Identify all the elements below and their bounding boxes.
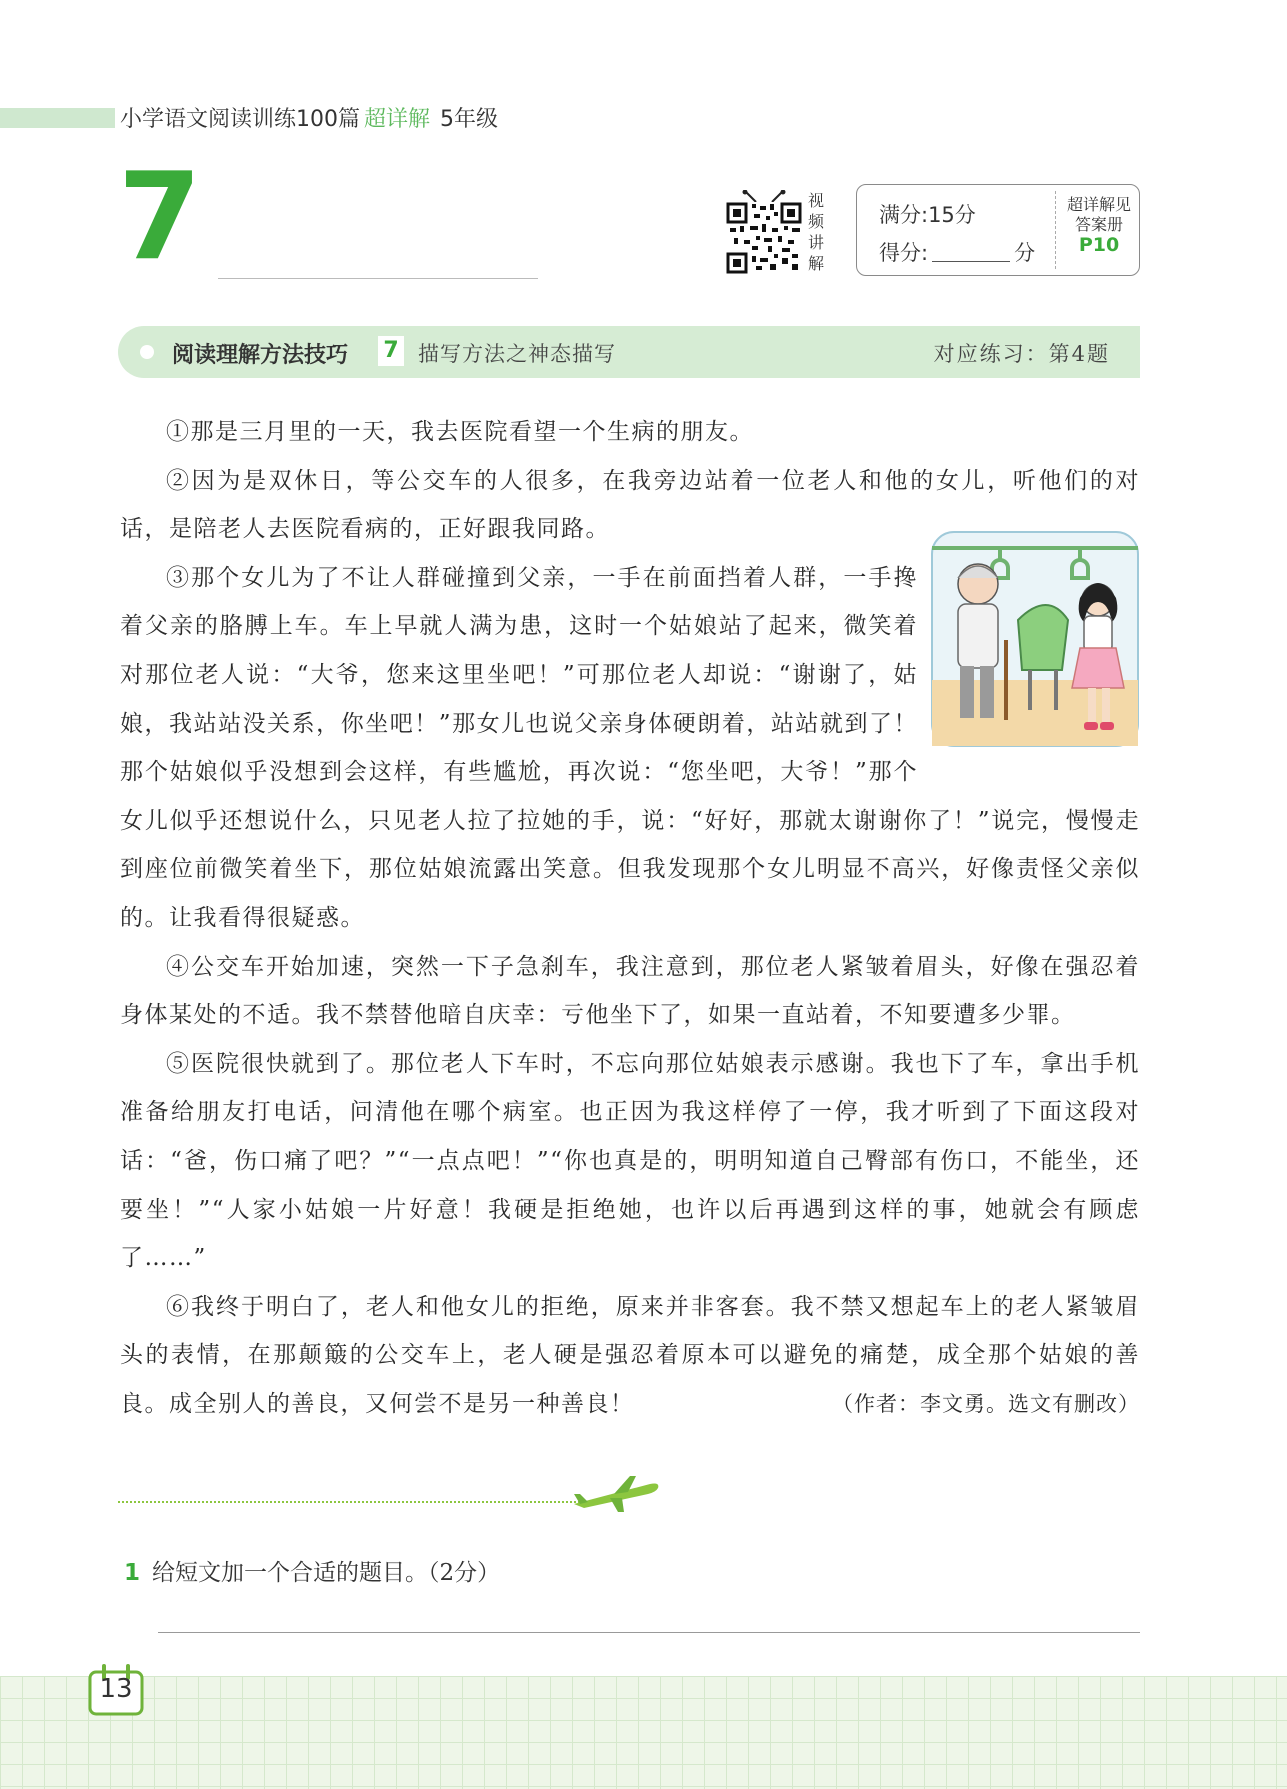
author-credit: （作者：李文勇。选文有删改） — [832, 1391, 1140, 1416]
answer-ref-line: 答案册 — [1074, 215, 1123, 234]
grade-label: 5年级 — [440, 107, 499, 132]
qr-label-char: 讲 — [808, 233, 825, 252]
page-number: 13 — [99, 1674, 133, 1704]
qr-label-char: 频 — [808, 212, 825, 231]
method-title: 阅读理解方法技巧 — [172, 343, 349, 368]
qr-video-label — [808, 190, 828, 274]
qr-code-icon[interactable] — [726, 190, 802, 274]
question-text: 给短文加一个合适的题目。（2分） — [152, 1560, 501, 1586]
paragraph-1: ①那是三月里的一天，我去医院看望一个生病的朋友。 — [166, 419, 754, 445]
paragraph-5: ⑤医院很快就到了。那位老人下车时，不忘向那位姑娘表示感谢。我也下了车，拿出手机准备给朋友打电话，问清他在哪个病室。也正因为我这样停了一停，我才听到了下面这段对话：“爸，伤口痛了吧？”“一点点吧！”“你也真是的，明明知道自己臀部有伤口，不能坐，还要坐！”“人家小姑娘一片好意！我硬是拒绝她，也许以后再遇到这样的事，她就会有顾虑了……” — [120, 1050, 1140, 1272]
full-score: 满分:15分 — [879, 203, 976, 227]
got-score — [879, 237, 1035, 267]
score-box — [856, 184, 1140, 276]
score-box-separator — [1055, 191, 1056, 269]
qr-label-char: 解 — [808, 254, 825, 273]
score-blank[interactable] — [932, 243, 1010, 262]
got-score-unit: 分 — [1014, 241, 1036, 265]
book-title — [120, 102, 498, 133]
section-divider — [118, 1501, 588, 1503]
method-number: 7 — [378, 336, 404, 366]
title-underline — [218, 278, 538, 279]
answer-reference — [1059, 195, 1139, 255]
bus-illustration — [930, 530, 1140, 748]
paragraph-6 — [120, 1283, 1140, 1429]
qr-label-char: 视 — [808, 191, 825, 210]
method-tip-bar — [118, 326, 1140, 378]
got-score-label: 得分: — [879, 241, 929, 265]
airplane-icon — [570, 1474, 662, 1514]
method-subtitle: 描写方法之神态描写 — [418, 342, 616, 366]
paragraph-6-text: ⑥我终于明白了，老人和他女儿的拒绝，原来并非客套。我不禁又想起车上的老人紧皱眉头的表情，在那颠簸的公交车上，老人硬是强忍着原本可以避免的痛楚，成全那个姑娘的善良。成全别人的善良，又何尝不是另一种善良！ — [120, 1293, 1140, 1417]
paragraph-4: ④公交车开始加速，突然一下子急刹车，我注意到，那位老人紧皱着眉头，好像在强忍着身体某处的不适。我不禁替他暗自庆幸：亏他坐下了，如果一直站着，不知要遭多少罪。 — [120, 953, 1140, 1029]
lesson-number: 7 — [118, 148, 202, 287]
book-title-highlight: 超详解 — [364, 107, 431, 132]
header-accent-bar — [0, 108, 115, 128]
paragraph-2: ②因为是双休日，等公交车的人很多，在我旁边站着一位老人和他的女儿，听他们的对话，是陪老人去医院看病的，正好跟我同路。 — [120, 467, 1140, 543]
answer-ref-line: 超详解见 — [1066, 195, 1131, 214]
paragraph-3: ③那个女儿为了不让人群碰撞到父亲，一手在前面挡着人群，一手搀着父亲的胳膊上车。车上早就人满为患，这时一个姑娘站了起来，微笑着对那位老人说：“大爷，您来这里坐吧！”可那位老人却说：“谢谢了，姑娘，我站站没关系，你坐吧！”那女儿也说父亲身体硬朗着，站站就到了！那个姑娘似乎没想到会这样，有些尴尬，再次说：“您坐吧，大爷！”那个女儿似乎还想说什么，只见老人拉了拉她的手，说：“好好，那就太谢谢你了！”说完，慢慢走到座位前微笑着坐下，那位姑娘流露出笑意。但我发现那个女儿明显不高兴，好像责怪父亲似的。让我看得很疑惑。 — [120, 564, 1140, 931]
question-1 — [124, 1554, 500, 1587]
grid-footer — [0, 1676, 1287, 1789]
answer-line[interactable] — [158, 1632, 1140, 1633]
question-number: 1 — [124, 1560, 141, 1586]
book-title-text: 小学语文阅读训练100篇 — [120, 107, 360, 132]
page-number-badge — [88, 1664, 144, 1716]
bullet-dot-icon — [140, 345, 154, 359]
answer-page: P10 — [1078, 234, 1120, 256]
method-reference: 对应练习：第4题 — [933, 342, 1110, 366]
